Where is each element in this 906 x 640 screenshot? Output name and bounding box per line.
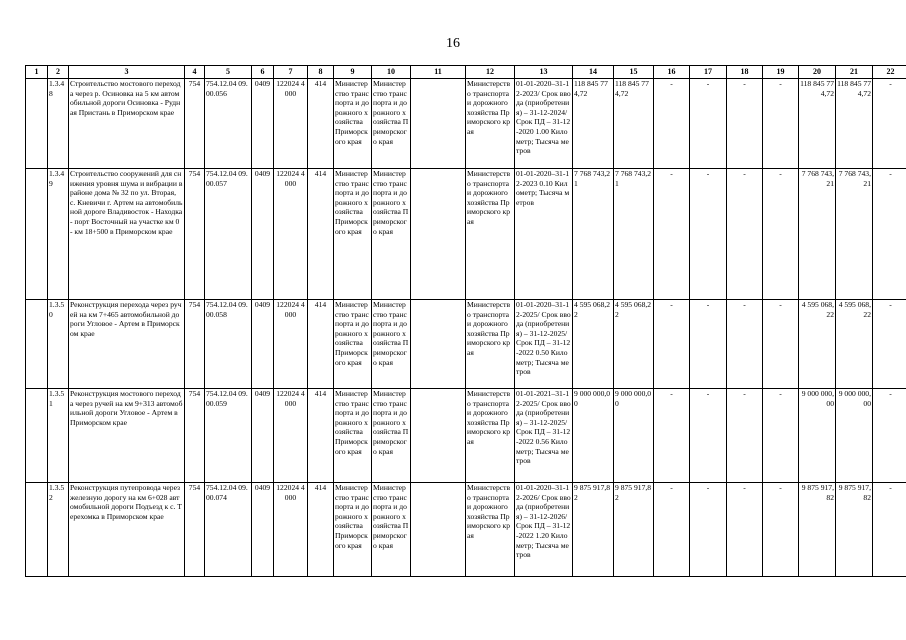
ministry-code-cell: 754 xyxy=(185,300,205,389)
col16-cell: - xyxy=(654,483,690,577)
object-name-cell: Реконструкция путепровода через железную дорогу на км 6+028 автомобильной дороги Подъезд к с. Терехомка в Приморском крае xyxy=(69,483,185,577)
estimated-cost-cell: 118 845 774,72 xyxy=(573,79,614,169)
object-code-cell: 754.12.04 09.00.057 xyxy=(205,169,252,300)
column-header-22: 22 xyxy=(873,66,906,79)
expense-type-cell: 414 xyxy=(308,483,334,577)
amount-col21-cell: 7 768 743,21 xyxy=(836,169,873,300)
recipient-cell: Министерство транспорта и дорожного хозяйства Приморского края xyxy=(466,389,515,483)
terms-capacity-cell: 01-01-2020–31-12-2026/ Срок ввода (приобретения) – 31-12-2026/ Срок ПД – 31-12-2022 1.20 Километр; Тысяча метров xyxy=(515,483,573,577)
col22-cell: - xyxy=(873,483,906,577)
column-header-19: 19 xyxy=(763,66,799,79)
table-row xyxy=(26,389,906,483)
col17-cell: - xyxy=(690,483,727,577)
col11-cell xyxy=(411,79,466,169)
estimated-cost-cell: 4 595 068,22 xyxy=(573,300,614,389)
ministry-code-cell: 754 xyxy=(185,483,205,577)
col17-cell: - xyxy=(690,300,727,389)
expense-type-cell: 414 xyxy=(308,79,334,169)
col19-cell: - xyxy=(763,79,799,169)
target-article-cell: 122024 4000 xyxy=(274,169,308,300)
col19-cell: - xyxy=(763,169,799,300)
column-header-8: 8 xyxy=(308,66,334,79)
total-cost-cell: 7 768 743,21 xyxy=(614,169,654,300)
recipient-cell: Министерство транспорта и дорожного хозяйства Приморского края xyxy=(466,483,515,577)
amount-col21-cell: 4 595 068,22 xyxy=(836,300,873,389)
target-article-cell: 122024 4000 xyxy=(274,79,308,169)
column-header-7: 7 xyxy=(274,66,308,79)
col16-cell: - xyxy=(654,79,690,169)
column-header-11: 11 xyxy=(411,66,466,79)
col22-cell: - xyxy=(873,169,906,300)
item-number-cell: 1.3.51 xyxy=(48,389,69,483)
table-row xyxy=(26,483,906,577)
col11-cell xyxy=(411,483,466,577)
column-header-20: 20 xyxy=(799,66,836,79)
expense-type-cell: 414 xyxy=(308,389,334,483)
customer-cell: Министерство транспорта и дорожного хозяйства Приморского края xyxy=(334,300,372,389)
terms-capacity-cell: 01-01-2021–31-12-2025/ Срок ввода (приобретения) – 31-12-2025/ Срок ПД – 31-12-2022 0.56 Километр; Тысяча метров xyxy=(515,389,573,483)
col22-cell: - xyxy=(873,300,906,389)
expense-type-cell: 414 xyxy=(308,169,334,300)
developer-cell: Министерство транспорта и дорожного хозяйства Приморского края xyxy=(372,300,411,389)
column-header-3: 3 xyxy=(69,66,185,79)
table-row xyxy=(26,169,906,300)
col1-cell xyxy=(26,169,48,300)
column-header-5: 5 xyxy=(205,66,252,79)
ministry-code-cell: 754 xyxy=(185,389,205,483)
col17-cell: - xyxy=(690,389,727,483)
total-cost-cell: 4 595 068,22 xyxy=(614,300,654,389)
target-article-cell: 122024 4000 xyxy=(274,300,308,389)
amount-col20-cell: 118 845 774,72 xyxy=(799,79,836,169)
col19-cell: - xyxy=(763,300,799,389)
column-header-2: 2 xyxy=(48,66,69,79)
target-article-cell: 122024 4000 xyxy=(274,389,308,483)
expense-type-cell: 414 xyxy=(308,300,334,389)
column-header-15: 15 xyxy=(614,66,654,79)
estimated-cost-cell: 7 768 743,21 xyxy=(573,169,614,300)
table-row xyxy=(26,300,906,389)
object-name-cell: Строительство мостового перехода через р. Осиновка на 5 км автомобильной дороги Осиновка - Рудная Пристань в Приморском крае xyxy=(69,79,185,169)
ministry-code-cell: 754 xyxy=(185,169,205,300)
col18-cell: - xyxy=(727,389,763,483)
estimated-cost-cell: 9 000 000,00 xyxy=(573,389,614,483)
section-code-cell: 0409 xyxy=(252,300,274,389)
col18-cell: - xyxy=(727,169,763,300)
section-code-cell: 0409 xyxy=(252,79,274,169)
column-header-12: 12 xyxy=(466,66,515,79)
total-cost-cell: 118 845 774,72 xyxy=(614,79,654,169)
developer-cell: Министерство транспорта и дорожного хозяйства Приморского края xyxy=(372,79,411,169)
section-code-cell: 0409 xyxy=(252,483,274,577)
section-code-cell: 0409 xyxy=(252,389,274,483)
amount-col20-cell: 7 768 743,21 xyxy=(799,169,836,300)
col11-cell xyxy=(411,169,466,300)
object-code-cell: 754.12.04 09.00.059 xyxy=(205,389,252,483)
column-number-row xyxy=(26,66,906,79)
col18-cell: - xyxy=(727,300,763,389)
col11-cell xyxy=(411,300,466,389)
recipient-cell: Министерство транспорта и дорожного хозяйства Приморского края xyxy=(466,169,515,300)
terms-capacity-cell: 01-01-2020–31-12-2023 0.10 Километр; Тысяча метров xyxy=(515,169,573,300)
column-header-1: 1 xyxy=(26,66,48,79)
item-number-cell: 1.3.52 xyxy=(48,483,69,577)
column-header-16: 16 xyxy=(654,66,690,79)
col22-cell: - xyxy=(873,79,906,169)
col16-cell: - xyxy=(654,169,690,300)
col11-cell xyxy=(411,389,466,483)
customer-cell: Министерство транспорта и дорожного хозяйства Приморского края xyxy=(334,483,372,577)
target-article-cell: 122024 4000 xyxy=(274,483,308,577)
section-code-cell: 0409 xyxy=(252,169,274,300)
amount-col20-cell: 9 875 917,82 xyxy=(799,483,836,577)
total-cost-cell: 9 000 000,00 xyxy=(614,389,654,483)
terms-capacity-cell: 01-01-2020–31-12-2023/ Срок ввода (приобретения) – 31-12-2024/ Срок ПД – 31-12-2020 1.00 Километр; Тысяча метров xyxy=(515,79,573,169)
col17-cell: - xyxy=(690,79,727,169)
column-header-4: 4 xyxy=(185,66,205,79)
col17-cell: - xyxy=(690,169,727,300)
object-code-cell: 754.12.04 09.00.074 xyxy=(205,483,252,577)
developer-cell: Министерство транспорта и дорожного хозяйства Приморского края xyxy=(372,483,411,577)
object-code-cell: 754.12.04 09.00.058 xyxy=(205,300,252,389)
column-header-13: 13 xyxy=(515,66,573,79)
col1-cell xyxy=(26,300,48,389)
object-name-cell: Строительство сооружений для снижения уровня шума и вибрации в районе дома № 32 по ул. Вторая, с. Кневичи г. Артем на автомобильной дороге Владивосток - Находка - порт Восточный на участке км 0 - км 18+500 в Приморском крае xyxy=(69,169,185,300)
customer-cell: Министерство транспорта и дорожного хозяйства Приморского края xyxy=(334,79,372,169)
estimated-cost-cell: 9 875 917,82 xyxy=(573,483,614,577)
col1-cell xyxy=(26,483,48,577)
recipient-cell: Министерство транспорта и дорожного хозяйства Приморского края xyxy=(466,300,515,389)
col19-cell: - xyxy=(763,483,799,577)
col1-cell xyxy=(26,79,48,169)
amount-col21-cell: 9 000 000,00 xyxy=(836,389,873,483)
column-header-9: 9 xyxy=(334,66,372,79)
object-name-cell: Реконструкция мостового перехода через ручей на км 9+313 автомобильной дороги Угловое - Артем в Приморском крае xyxy=(69,389,185,483)
amount-col21-cell: 9 875 917,82 xyxy=(836,483,873,577)
col19-cell: - xyxy=(763,389,799,483)
developer-cell: Министерство транспорта и дорожного хозяйства Приморского края xyxy=(372,389,411,483)
budget-table xyxy=(25,65,906,577)
col1-cell xyxy=(26,389,48,483)
item-number-cell: 1.3.49 xyxy=(48,169,69,300)
column-header-21: 21 xyxy=(836,66,873,79)
amount-col20-cell: 9 000 000,00 xyxy=(799,389,836,483)
recipient-cell: Министерство транспорта и дорожного хозяйства Приморского края xyxy=(466,79,515,169)
col18-cell: - xyxy=(727,79,763,169)
item-number-cell: 1.3.48 xyxy=(48,79,69,169)
object-code-cell: 754.12.04 09.00.056 xyxy=(205,79,252,169)
total-cost-cell: 9 875 917,82 xyxy=(614,483,654,577)
page-number: 16 xyxy=(446,36,460,51)
amount-col21-cell: 118 845 774,72 xyxy=(836,79,873,169)
table-row xyxy=(26,79,906,169)
item-number-cell: 1.3.50 xyxy=(48,300,69,389)
terms-capacity-cell: 01-01-2020–31-12-2025/ Срок ввода (приобретения) – 31-12-2025/ Срок ПД – 31-12-2022 0.50 Километр; Тысяча метров xyxy=(515,300,573,389)
col16-cell: - xyxy=(654,389,690,483)
object-name-cell: Реконструкция перехода через ручей на км 7+465 автомобильной дороги Угловое - Артем в Приморском крае xyxy=(69,300,185,389)
col22-cell: - xyxy=(873,389,906,483)
ministry-code-cell: 754 xyxy=(185,79,205,169)
column-header-6: 6 xyxy=(252,66,274,79)
col16-cell: - xyxy=(654,300,690,389)
amount-col20-cell: 4 595 068,22 xyxy=(799,300,836,389)
col18-cell: - xyxy=(727,483,763,577)
column-header-18: 18 xyxy=(727,66,763,79)
developer-cell: Министерство транспорта и дорожного хозяйства Приморского края xyxy=(372,169,411,300)
customer-cell: Министерство транспорта и дорожного хозяйства Приморского края xyxy=(334,389,372,483)
column-header-17: 17 xyxy=(690,66,727,79)
column-header-10: 10 xyxy=(372,66,411,79)
column-header-14: 14 xyxy=(573,66,614,79)
customer-cell: Министерство транспорта и дорожного хозяйства Приморского края xyxy=(334,169,372,300)
